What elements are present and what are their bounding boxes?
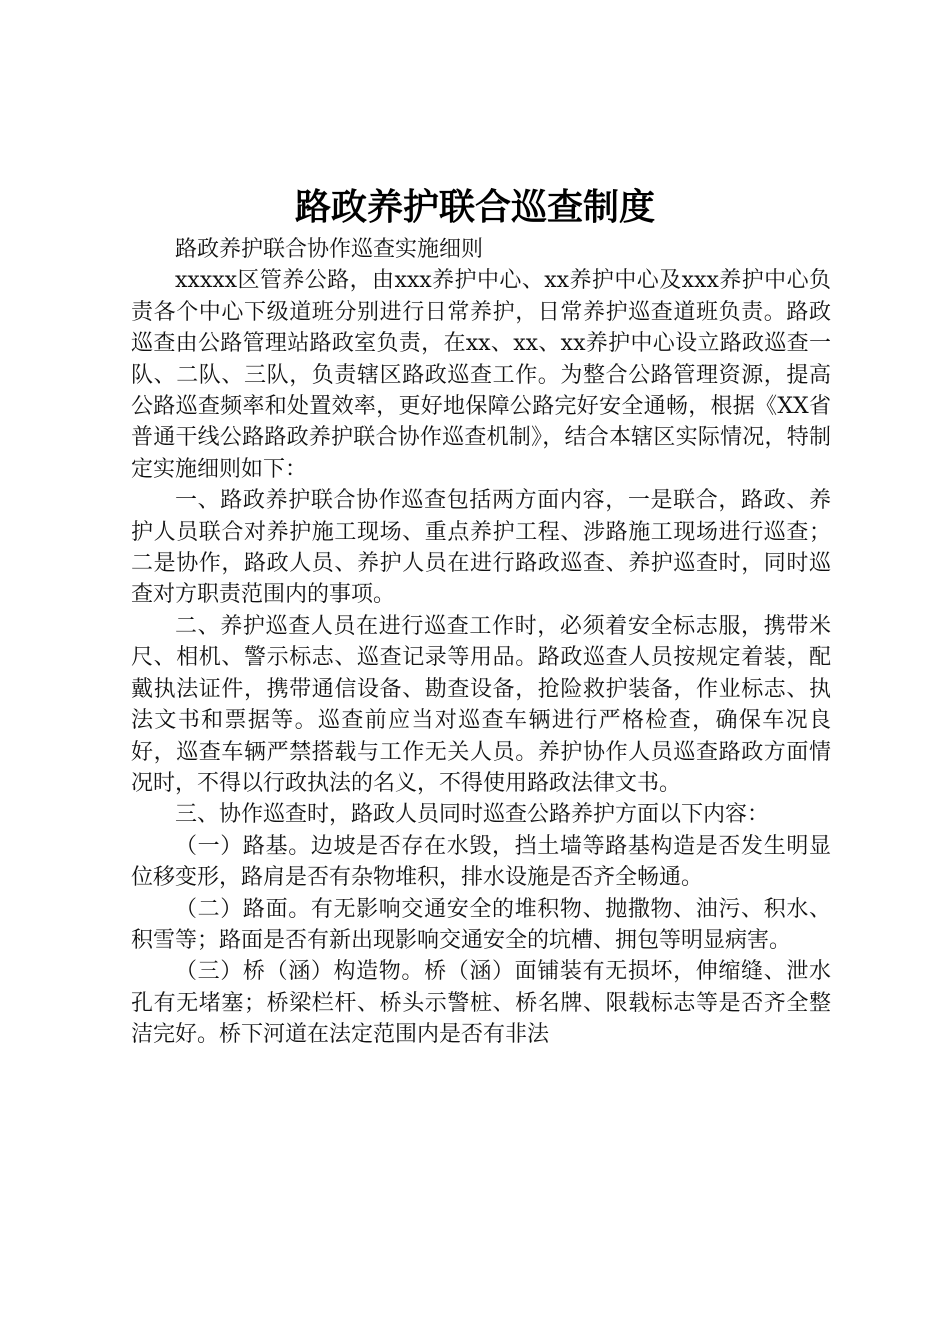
- item-roadbed-paragraph: （一）路基。边坡是否存在水毁，挡土墙等路基构造是否发生明显位移变形，路肩是否有杂物堆积，排水设施是否齐全畅通。: [131, 833, 831, 891]
- section-2-paragraph: 二、养护巡查人员在进行巡查工作时，必须着安全标志服，携带米尺、相机、警示标志、巡查记录等用品。路政巡查人员按规定着装，配戴执法证件，携带通信设备、勘查设备，抢险救护装备，作业标志、执法文书和票据等。巡查前应当对巡查车辆进行严格检查，确保车况良好，巡查车辆严禁搭载与工作无关人员。养护协作人员巡查路政方面情况时，不得以行政执法的名义，不得使用路政法律文书。: [131, 613, 831, 796]
- subtitle-paragraph: 路政养护联合协作巡查实施细则: [175, 237, 484, 262]
- document-title: 路政养护联合巡查制度: [294, 186, 655, 228]
- intro-paragraph: xxxxx区管养公路，由xxx养护中心、xx养护中心及xxx养护中心负责各个中心下级道班分别进行日常养护，日常养护巡查道班负责。路政巡查由公路管理站路政室负责，在xx、xx、xx养护中心设立路政巡查一队、二队、三队，负责辖区路政巡查工作。为整合公路管理资源，提高公路巡查频率和处置效率，更好地保障公路完好安全通畅，根据《XX省普通干线公路路政养护联合协作巡查机制》，结合本辖区实际情况，特制定实施细则如下：: [131, 268, 831, 482]
- section-1-paragraph: 一、路政养护联合协作巡查包括两方面内容，一是联合，路政、养护人员联合对养护施工现场、重点养护工程、涉路施工现场进行巡查；二是协作，路政人员、养护人员在进行路政巡查、养护巡查时，同时巡查对方职责范围内的事项。: [131, 488, 831, 608]
- section-3-paragraph: 三、协作巡查时，路政人员同时巡查公路养护方面以下内容：: [175, 802, 770, 828]
- item-bridge-paragraph: （三）桥（涵）构造物。桥（涵）面铺装有无损坏，伸缩缝、泄水孔有无堵塞；桥梁栏杆、桥头示警桩、桥名牌、限载标志等是否齐全整洁完好。桥下河道在法定范围内是否有非法: [131, 959, 831, 1048]
- document-body: [131, 234, 831, 1051]
- item-pavement-paragraph: （二）路面。有无影响交通安全的堆积物、抛撒物、油污、积水、积雪等；路面是否有新出现影响交通安全的坑槽、拥包等明显病害。: [131, 896, 831, 953]
